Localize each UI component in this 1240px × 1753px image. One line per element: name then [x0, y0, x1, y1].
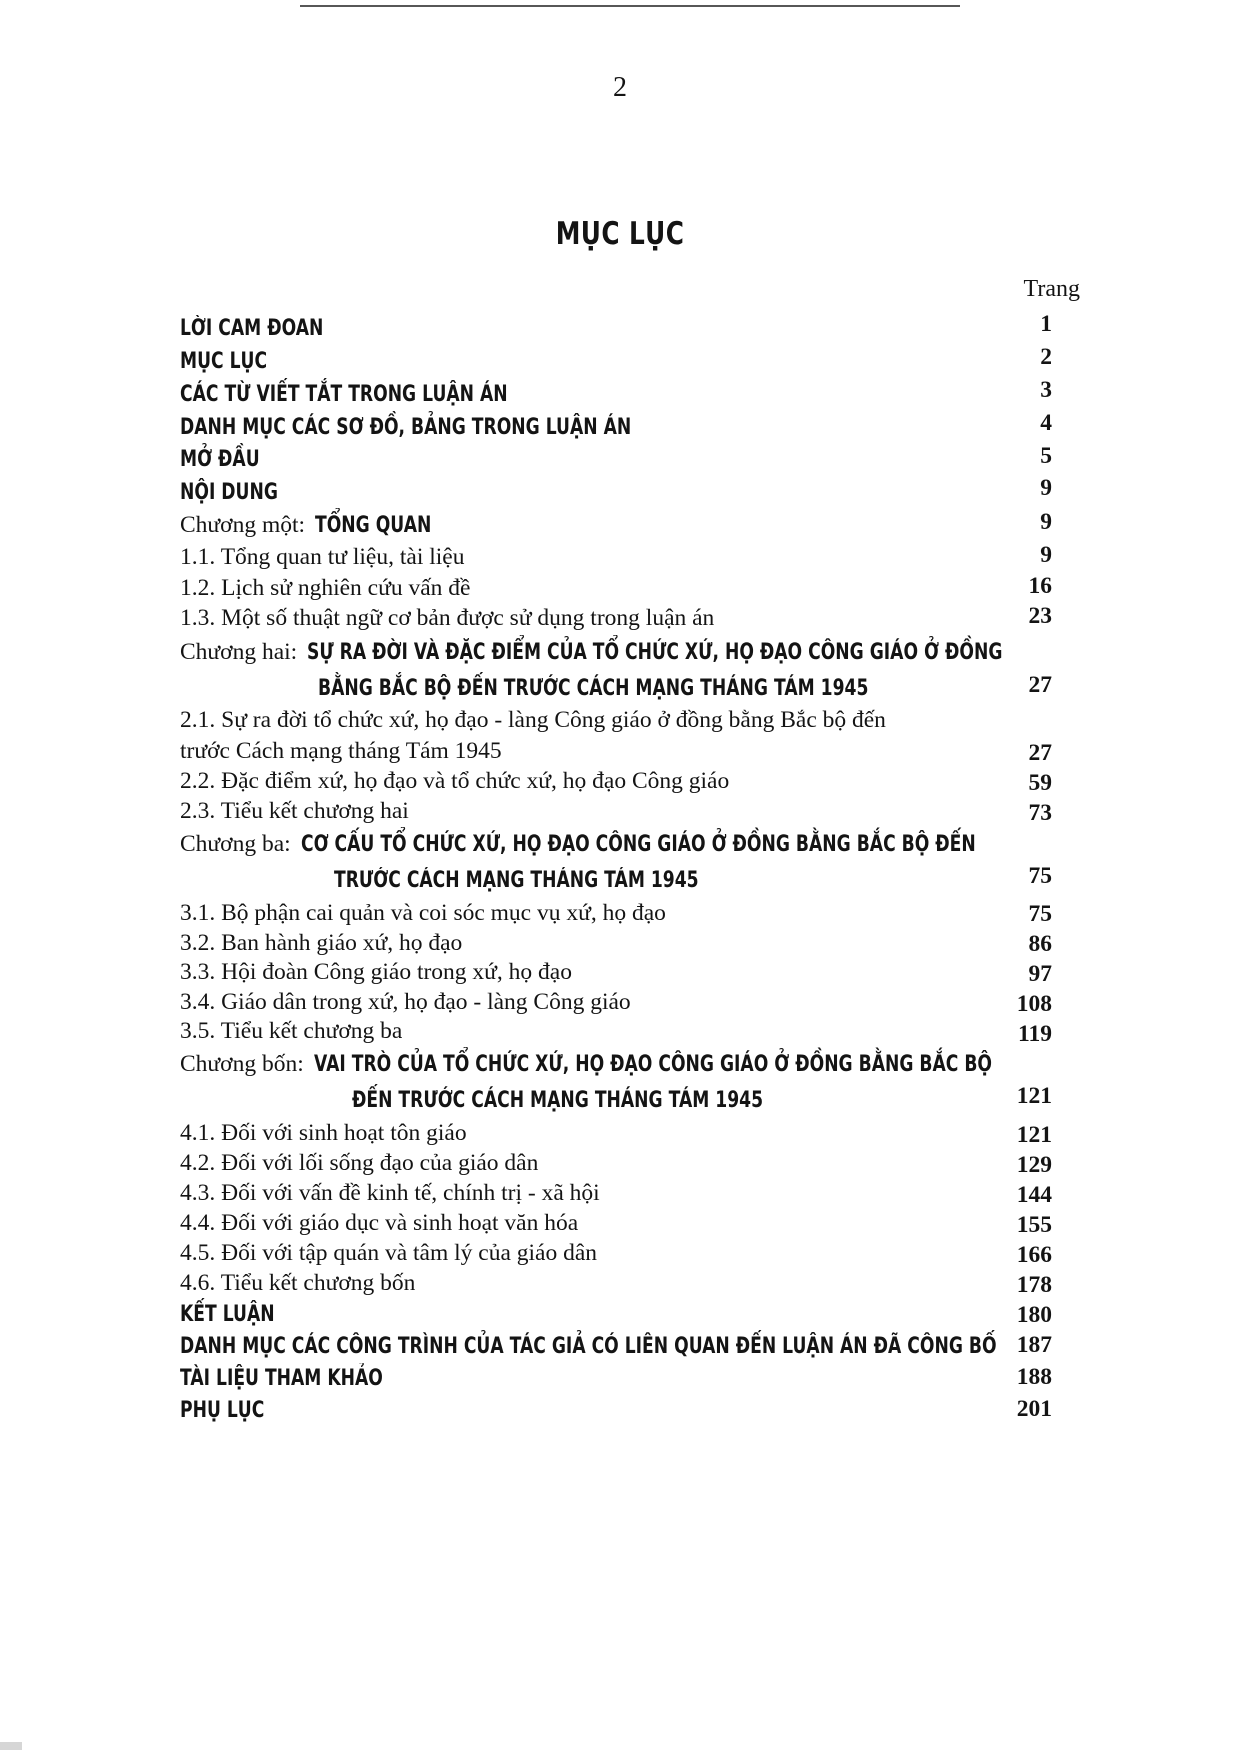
- toc-entry-1-2: 1.2. Lịch sử nghiên cứu vấn đề: [180, 575, 471, 601]
- toc-entry-noi-dung: NỘI DUNG: [180, 480, 278, 505]
- toc-page-number: 108: [1016, 991, 1052, 1017]
- toc-page-number: 75: [1028, 863, 1052, 889]
- toc-entry-4-6: 4.6. Tiểu kết chương bốn: [180, 1270, 416, 1296]
- toc-page-number: 121: [1016, 1083, 1052, 1109]
- toc-entry-muc-luc: MỤC LỤC: [180, 349, 268, 374]
- scan-top-rule: [300, 5, 960, 7]
- toc-page-number: 73: [1028, 800, 1052, 826]
- toc-entry-3-2: 3.2. Ban hành giáo xứ, họ đạo: [180, 930, 463, 956]
- toc-page-number: 3: [1040, 377, 1052, 403]
- toc-entry-ket-luan: KẾT LUẬN: [180, 1302, 275, 1327]
- toc-page-number: 9: [1040, 509, 1052, 535]
- toc-entry-2-1: 2.1. Sự ra đời tổ chức xứ, họ đạo - làng Công giáo ở đồng bằng Bắc bộ đến: [180, 707, 886, 733]
- toc-entry-4-3: 4.3. Đối với vấn đề kinh tế, chính trị - xã hội: [180, 1180, 600, 1206]
- page-column-header: Trang: [1023, 276, 1080, 302]
- toc-entry-cac-tu-viet-tat: CÁC TỪ VIẾT TẮT TRONG LUẬN ÁN: [180, 382, 508, 407]
- toc-page-number: 187: [1016, 1332, 1052, 1358]
- toc-entry-1-1: 1.1. Tổng quan tư liệu, tài liệu: [180, 544, 465, 570]
- toc-entry-3-1: 3.1. Bộ phận cai quản và coi sóc mục vụ xứ, họ đạo: [180, 900, 666, 926]
- toc-entry-2-2: 2.2. Đặc điểm xứ, họ đạo và tổ chức xứ, họ đạo Công giáo: [180, 768, 730, 794]
- toc-entry-3-4: 3.4. Giáo dân trong xứ, họ đạo - làng Công giáo: [180, 989, 631, 1015]
- toc-page-number: 155: [1016, 1212, 1052, 1238]
- toc-entry-4-5: 4.5. Đối với tập quán và tâm lý của giáo dân: [180, 1240, 598, 1266]
- toc-entry-2-1-cont: trước Cách mạng tháng Tám 1945: [180, 738, 502, 764]
- toc-page-number: 180: [1016, 1302, 1052, 1328]
- toc-entry-2-3: 2.3. Tiểu kết chương hai: [180, 798, 409, 824]
- toc-entry-chapter-2: Chương hai: SỰ RA ĐỜI VÀ ĐẶC ĐIỂM CỦA TỔ CHỨC XỨ, HỌ ĐẠO CÔNG GIÁO Ở ĐỒNG: [180, 639, 1003, 665]
- page-title: MỤC LỤC: [555, 216, 685, 252]
- toc-entry-4-4: 4.4. Đối với giáo dục và sinh hoạt văn hóa: [180, 1210, 579, 1236]
- toc-entry-chapter-1: Chương một: TỔNG QUAN: [180, 512, 432, 538]
- toc-entry-chapter-4: Chương bốn: VAI TRÒ CỦA TỔ CHỨC XỨ, HỌ ĐẠO CÔNG GIÁO Ở ĐỒNG BẰNG BẮC BỘ: [180, 1051, 992, 1077]
- toc-entry-3-5: 3.5. Tiểu kết chương ba: [180, 1018, 403, 1044]
- toc-entry-4-1: 4.1. Đối với sinh hoạt tôn giáo: [180, 1120, 467, 1146]
- toc-page-number: 16: [1028, 573, 1052, 599]
- toc-page-number: 4: [1040, 410, 1052, 436]
- toc-page-number: 178: [1016, 1272, 1052, 1298]
- toc-entry-danh-muc-so-do: DANH MỤC CÁC SƠ ĐỒ, BẢNG TRONG LUẬN ÁN: [180, 415, 632, 440]
- toc-page-number: 129: [1016, 1152, 1052, 1178]
- toc-page-number: 86: [1028, 931, 1052, 957]
- toc-entry-danh-muc-cong-trinh: DANH MỤC CÁC CÔNG TRÌNH CỦA TÁC GIẢ CÓ LIÊN QUAN ĐẾN LUẬN ÁN ĐÃ CÔNG BỐ: [180, 1334, 997, 1359]
- toc-entry-1-3: 1.3. Một số thuật ngữ cơ bản được sử dụng trong luận án: [180, 605, 715, 631]
- toc-entry-chapter-3: Chương ba: CƠ CẤU TỔ CHỨC XỨ, HỌ ĐẠO CÔNG GIÁO Ở ĐỒNG BẰNG BẮC BỘ ĐẾN: [180, 831, 976, 857]
- toc-entry-4-2: 4.2. Đối với lối sống đạo của giáo dân: [180, 1150, 539, 1176]
- toc-page-number: 59: [1028, 770, 1052, 796]
- toc-entry-phu-luc: PHỤ LỤC: [180, 1398, 265, 1423]
- scan-artifact: [0, 1742, 22, 1750]
- toc-entry-mo-dau: MỞ ĐẦU: [180, 447, 260, 472]
- toc-entry-loi-cam-doan: LỜI CAM ĐOAN: [180, 316, 324, 341]
- toc-page-number: 166: [1016, 1242, 1052, 1268]
- page-number: 2: [613, 72, 627, 103]
- toc-entry-chapter-3-cont: TRƯỚC CÁCH MẠNG THÁNG TÁM 1945: [334, 868, 699, 893]
- toc-page-number: 5: [1040, 443, 1052, 469]
- toc-page-number: 201: [1016, 1396, 1052, 1422]
- toc-page-number: 1: [1040, 311, 1052, 337]
- toc-entry-tai-lieu-tham-khao: TÀI LIỆU THAM KHẢO: [180, 1366, 383, 1391]
- toc-entry-chapter-2-cont: BẰNG BẮC BỘ ĐẾN TRƯỚC CÁCH MẠNG THÁNG TÁM 1945: [318, 676, 869, 701]
- toc-entry-3-3: 3.3. Hội đoàn Công giáo trong xứ, họ đạo: [180, 959, 572, 985]
- toc-page-number: 9: [1040, 475, 1052, 501]
- toc-page-number: 97: [1028, 961, 1052, 987]
- toc-page-number: 23: [1028, 603, 1052, 629]
- toc-entry-chapter-4-cont: ĐẾN TRƯỚC CÁCH MẠNG THÁNG TÁM 1945: [352, 1088, 764, 1113]
- toc-page-number: 188: [1016, 1364, 1052, 1390]
- toc-page-number: 119: [1018, 1021, 1052, 1047]
- toc-page-number: 9: [1040, 542, 1052, 568]
- toc-page-number: 144: [1016, 1182, 1052, 1208]
- toc-page-number: 75: [1028, 901, 1052, 927]
- toc-page-number: 27: [1028, 672, 1052, 698]
- toc-page-number: 27: [1028, 740, 1052, 766]
- toc-page-number: 2: [1040, 344, 1052, 370]
- toc-page-number: 121: [1016, 1122, 1052, 1148]
